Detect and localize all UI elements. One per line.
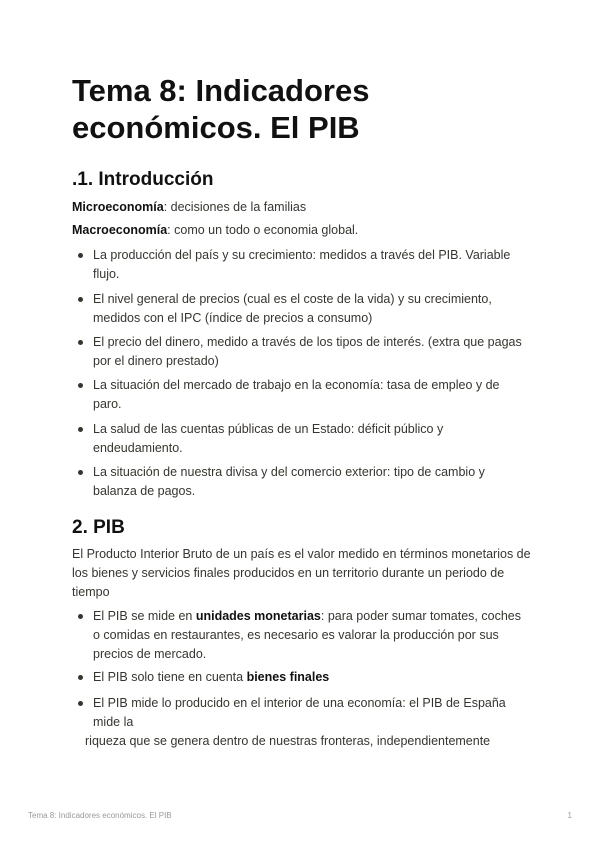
bullet-icon [78,383,83,388]
micro-label: Microeconomía [72,200,164,214]
section-heading-introduccion: .1. Introducción [72,169,214,190]
list-item: El PIB se mide en unidades monetarias: para poder sumar tomates, coches o comidas en restaurantes, es necesario es valorar la producción por sus precios de mercado. [72,607,534,664]
pib-definition: El Producto Interior Bruto de un país es el valor medido en términos monetarios de los bienes y servicios finales producidos en un territorio durante un periodo de tiempo [72,547,531,599]
micro-text: : decisiones de la familias [163,200,307,214]
list-item: La salud de las cuentas públicas de un Estado: déficit público y endeudamiento. [72,420,534,458]
bullet-icon [78,253,83,258]
list-item: El nivel general de precios (cual es el coste de la vida) y su crecimiento, medidos con el IPC (índice de precios a consumo) [72,290,534,328]
bullet-icon [78,470,83,475]
list-item: riqueza que se genera dentro de nuestras fronteras, independientemente [85,734,491,748]
bullet-icon [78,701,83,706]
bold-term: unidades monetarias [195,609,321,623]
list-item: La situación de nuestra divisa y del comercio exterior: tipo de cambio y balanza de pagos. [72,463,534,501]
list-item: El precio del dinero, medido a través de los tipos de interés. (extra que pagas por el dinero prestado) [72,333,534,371]
section-heading-pib: 2. PIB [72,517,125,538]
page-title: Tema 8: Indicadores económicos. El PIB [72,73,370,145]
macro-label: Macroeconomía [72,223,168,237]
bullet-icon [78,614,83,619]
macro-text: : como un todo o economia global. [167,223,359,237]
footer-title: Tema 8: Indicadores económicos. El PIB [28,811,172,820]
bold-term: bienes finales [246,670,330,684]
bullet-icon [78,340,83,345]
list-item: El PIB mide lo producido en el interior de una economía: el PIB de España mide la [72,694,534,732]
bullet-icon [78,297,83,302]
list-item: La producción del país y su crecimiento: medidos a través del PIB. Variable flujo. [72,246,534,284]
micro-definition [72,198,534,217]
bullet-icon [78,427,83,432]
macro-definition [72,221,534,240]
page-number: 1 [567,811,572,820]
list-item: El PIB solo tiene en cuenta bienes finales [72,668,534,687]
list-item: La situación del mercado de trabajo en la economía: tasa de empleo y de paro. [72,376,534,414]
bullet-icon [78,675,83,680]
